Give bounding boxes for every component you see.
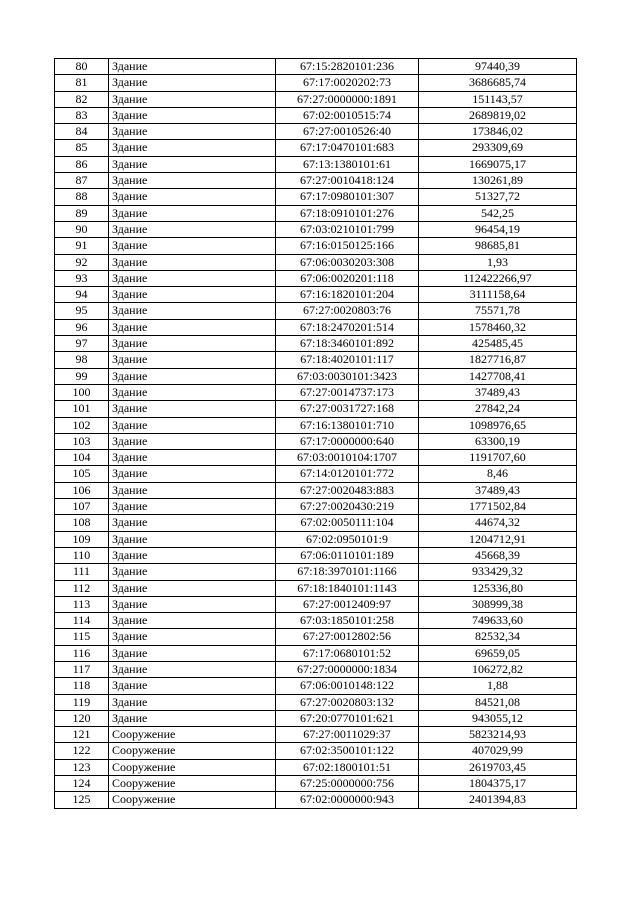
value-cell: 112422266,97 [419,270,577,286]
table-row [55,580,577,596]
row-number-cell: 115 [55,629,109,645]
row-number-cell: 113 [55,596,109,612]
value-cell: 2689819,02 [419,107,577,123]
row-number-cell: 105 [55,466,109,482]
object-type-cell: Здание [109,189,276,205]
table-body [55,59,577,809]
row-number-cell: 116 [55,645,109,661]
object-type-cell: Здание [109,564,276,580]
table-row [55,205,577,221]
object-type-cell: Здание [109,596,276,612]
cadastral-number-cell: 67:06:0020201:118 [276,270,419,286]
object-type-cell: Здание [109,91,276,107]
object-type-cell: Здание [109,287,276,303]
cadastral-number-cell: 67:27:0011029:37 [276,727,419,743]
value-cell: 1204712,91 [419,531,577,547]
cadastral-number-cell: 67:17:0020202:73 [276,75,419,91]
row-number-cell: 80 [55,59,109,75]
object-type-cell: Здание [109,107,276,123]
row-number-cell: 118 [55,678,109,694]
value-cell: 1771502,84 [419,499,577,515]
row-number-cell: 91 [55,238,109,254]
cadastral-number-cell: 67:16:0150125:166 [276,238,419,254]
table-row [55,710,577,726]
row-number-cell: 104 [55,450,109,466]
row-number-cell: 112 [55,580,109,596]
cadastral-number-cell: 67:17:0470101:683 [276,140,419,156]
row-number-cell: 82 [55,91,109,107]
cadastral-number-cell: 67:18:1840101:1143 [276,580,419,596]
value-cell: 97440,39 [419,59,577,75]
table-row [55,482,577,498]
value-cell: 151143,57 [419,91,577,107]
cadastral-number-cell: 67:27:0020430:219 [276,499,419,515]
value-cell: 130261,89 [419,173,577,189]
cadastral-number-cell: 67:03:0210101:799 [276,221,419,237]
value-cell: 37489,43 [419,482,577,498]
value-cell: 106272,82 [419,661,577,677]
table-row [55,629,577,645]
cadastral-number-cell: 67:06:0110101:189 [276,547,419,563]
row-number-cell: 97 [55,336,109,352]
table-row [55,384,577,400]
row-number-cell: 83 [55,107,109,123]
table-row [55,792,577,808]
value-cell: 45668,39 [419,547,577,563]
table-row [55,596,577,612]
row-number-cell: 110 [55,547,109,563]
table-row [55,499,577,515]
cadastral-number-cell: 67:18:2470201:514 [276,319,419,335]
cadastral-number-cell: 67:27:0010526:40 [276,124,419,140]
cadastral-number-cell: 67:02:0050111:104 [276,515,419,531]
value-cell: 3111158,64 [419,287,577,303]
cadastral-number-cell: 67:16:1380101:710 [276,417,419,433]
cadastral-number-cell: 67:02:0000000:943 [276,792,419,808]
cadastral-number-cell: 67:06:0030203:308 [276,254,419,270]
table-row [55,156,577,172]
object-type-cell: Здание [109,417,276,433]
object-type-cell: Здание [109,466,276,482]
table-row [55,417,577,433]
table-row [55,759,577,775]
value-cell: 96454,19 [419,221,577,237]
table-row [55,189,577,205]
object-type-cell: Здание [109,384,276,400]
table-row [55,221,577,237]
row-number-cell: 100 [55,384,109,400]
value-cell: 749633,60 [419,613,577,629]
object-type-cell: Здание [109,238,276,254]
row-number-cell: 102 [55,417,109,433]
object-type-cell: Здание [109,59,276,75]
cadastral-number-cell: 67:25:0000000:756 [276,776,419,792]
value-cell: 2619703,45 [419,759,577,775]
table-row [55,75,577,91]
table-row [55,433,577,449]
value-cell: 27842,24 [419,401,577,417]
row-number-cell: 111 [55,564,109,580]
value-cell: 84521,08 [419,694,577,710]
table-row [55,124,577,140]
value-cell: 1191707,60 [419,450,577,466]
table-row [55,531,577,547]
row-number-cell: 121 [55,727,109,743]
object-type-cell: Здание [109,499,276,515]
value-cell: 98685,81 [419,238,577,254]
cadastral-number-cell: 67:02:3500101:122 [276,743,419,759]
value-cell: 1578460,32 [419,319,577,335]
table-row [55,694,577,710]
cadastral-number-cell: 67:03:0010104:1707 [276,450,419,466]
row-number-cell: 106 [55,482,109,498]
cadastral-number-cell: 67:18:3460101:892 [276,336,419,352]
object-type-cell: Здание [109,352,276,368]
object-type-cell: Здание [109,450,276,466]
table-row [55,645,577,661]
object-type-cell: Здание [109,336,276,352]
value-cell: 943055,12 [419,710,577,726]
table-row [55,450,577,466]
row-number-cell: 87 [55,173,109,189]
object-type-cell: Здание [109,319,276,335]
property-table [54,58,577,809]
table-row [55,140,577,156]
object-type-cell: Здание [109,515,276,531]
row-number-cell: 86 [55,156,109,172]
object-type-cell: Здание [109,303,276,319]
cadastral-number-cell: 67:27:0010418:124 [276,173,419,189]
cadastral-number-cell: 67:27:0012802:56 [276,629,419,645]
object-type-cell: Здание [109,173,276,189]
row-number-cell: 101 [55,401,109,417]
object-type-cell: Здание [109,75,276,91]
object-type-cell: Здание [109,254,276,270]
row-number-cell: 98 [55,352,109,368]
object-type-cell: Здание [109,205,276,221]
value-cell: 933429,32 [419,564,577,580]
table-row [55,59,577,75]
table-row [55,336,577,352]
value-cell: 1098976,65 [419,417,577,433]
table-row [55,678,577,694]
row-number-cell: 88 [55,189,109,205]
object-type-cell: Здание [109,140,276,156]
value-cell: 1804375,17 [419,776,577,792]
table-row [55,287,577,303]
value-cell: 5823214,93 [419,727,577,743]
object-type-cell: Здание [109,580,276,596]
object-type-cell: Здание [109,678,276,694]
object-type-cell: Сооружение [109,759,276,775]
table-row [55,776,577,792]
value-cell: 1669075,17 [419,156,577,172]
value-cell: 1,88 [419,678,577,694]
cadastral-number-cell: 67:14:0120101:772 [276,466,419,482]
value-cell: 63300,19 [419,433,577,449]
value-cell: 69659,05 [419,645,577,661]
value-cell: 2401394,83 [419,792,577,808]
value-cell: 407029,99 [419,743,577,759]
value-cell: 3686685,74 [419,75,577,91]
table-row [55,107,577,123]
row-number-cell: 122 [55,743,109,759]
row-number-cell: 108 [55,515,109,531]
cadastral-number-cell: 67:27:0031727:168 [276,401,419,417]
row-number-cell: 89 [55,205,109,221]
row-number-cell: 117 [55,661,109,677]
row-number-cell: 123 [55,759,109,775]
value-cell: 37489,43 [419,384,577,400]
object-type-cell: Сооружение [109,727,276,743]
cadastral-number-cell: 67:18:4020101:117 [276,352,419,368]
object-type-cell: Здание [109,531,276,547]
table-row [55,547,577,563]
cadastral-number-cell: 67:17:0980101:307 [276,189,419,205]
table-row [55,661,577,677]
object-type-cell: Здание [109,221,276,237]
table-row [55,368,577,384]
row-number-cell: 84 [55,124,109,140]
object-type-cell: Здание [109,270,276,286]
object-type-cell: Здание [109,433,276,449]
object-type-cell: Здание [109,368,276,384]
cadastral-number-cell: 67:20:0770101:621 [276,710,419,726]
row-number-cell: 124 [55,776,109,792]
row-number-cell: 94 [55,287,109,303]
table-row [55,466,577,482]
cadastral-number-cell: 67:02:0950101:9 [276,531,419,547]
cadastral-number-cell: 67:18:0910101:276 [276,205,419,221]
cadastral-number-cell: 67:15:2820101:236 [276,59,419,75]
value-cell: 82532,34 [419,629,577,645]
row-number-cell: 125 [55,792,109,808]
row-number-cell: 95 [55,303,109,319]
table-row [55,173,577,189]
object-type-cell: Сооружение [109,743,276,759]
row-number-cell: 85 [55,140,109,156]
cadastral-number-cell: 67:17:0000000:640 [276,433,419,449]
table-row [55,270,577,286]
cadastral-number-cell: 67:13:1380101:61 [276,156,419,172]
row-number-cell: 114 [55,613,109,629]
object-type-cell: Здание [109,124,276,140]
object-type-cell: Здание [109,401,276,417]
value-cell: 44674,32 [419,515,577,531]
value-cell: 75571,78 [419,303,577,319]
object-type-cell: Здание [109,613,276,629]
table-row [55,91,577,107]
row-number-cell: 109 [55,531,109,547]
cadastral-number-cell: 67:17:0680101:52 [276,645,419,661]
table-row [55,401,577,417]
value-cell: 125336,80 [419,580,577,596]
table-row [55,613,577,629]
row-number-cell: 120 [55,710,109,726]
cadastral-number-cell: 67:02:0010515:74 [276,107,419,123]
value-cell: 425485,45 [419,336,577,352]
object-type-cell: Здание [109,694,276,710]
cadastral-number-cell: 67:27:0012409:97 [276,596,419,612]
cadastral-number-cell: 67:03:0030101:3423 [276,368,419,384]
object-type-cell: Здание [109,710,276,726]
cadastral-number-cell: 67:27:0000000:1891 [276,91,419,107]
value-cell: 51327,72 [419,189,577,205]
object-type-cell: Здание [109,156,276,172]
cadastral-number-cell: 67:06:0010148:122 [276,678,419,694]
value-cell: 542,25 [419,205,577,221]
table-row [55,564,577,580]
row-number-cell: 81 [55,75,109,91]
value-cell: 1427708,41 [419,368,577,384]
cadastral-number-cell: 67:27:0020483:883 [276,482,419,498]
row-number-cell: 103 [55,433,109,449]
value-cell: 8,46 [419,466,577,482]
row-number-cell: 96 [55,319,109,335]
cadastral-number-cell: 67:16:1820101:204 [276,287,419,303]
row-number-cell: 99 [55,368,109,384]
row-number-cell: 93 [55,270,109,286]
table-row [55,254,577,270]
value-cell: 293309,69 [419,140,577,156]
table-row [55,743,577,759]
table-row [55,727,577,743]
object-type-cell: Сооружение [109,776,276,792]
cadastral-number-cell: 67:27:0014737:173 [276,384,419,400]
object-type-cell: Здание [109,661,276,677]
object-type-cell: Здание [109,629,276,645]
value-cell: 1,93 [419,254,577,270]
object-type-cell: Здание [109,645,276,661]
value-cell: 308999,38 [419,596,577,612]
cadastral-number-cell: 67:27:0020803:132 [276,694,419,710]
table-row [55,303,577,319]
object-type-cell: Здание [109,547,276,563]
cadastral-number-cell: 67:27:0020803:76 [276,303,419,319]
cadastral-number-cell: 67:27:0000000:1834 [276,661,419,677]
row-number-cell: 92 [55,254,109,270]
row-number-cell: 90 [55,221,109,237]
value-cell: 1827716,87 [419,352,577,368]
table-row [55,352,577,368]
row-number-cell: 119 [55,694,109,710]
cadastral-number-cell: 67:03:1850101:258 [276,613,419,629]
object-type-cell: Сооружение [109,792,276,808]
table-row [55,238,577,254]
cadastral-number-cell: 67:18:3970101:1166 [276,564,419,580]
table-row [55,319,577,335]
table-row [55,515,577,531]
value-cell: 173846,02 [419,124,577,140]
cadastral-number-cell: 67:02:1800101:51 [276,759,419,775]
object-type-cell: Здание [109,482,276,498]
row-number-cell: 107 [55,499,109,515]
